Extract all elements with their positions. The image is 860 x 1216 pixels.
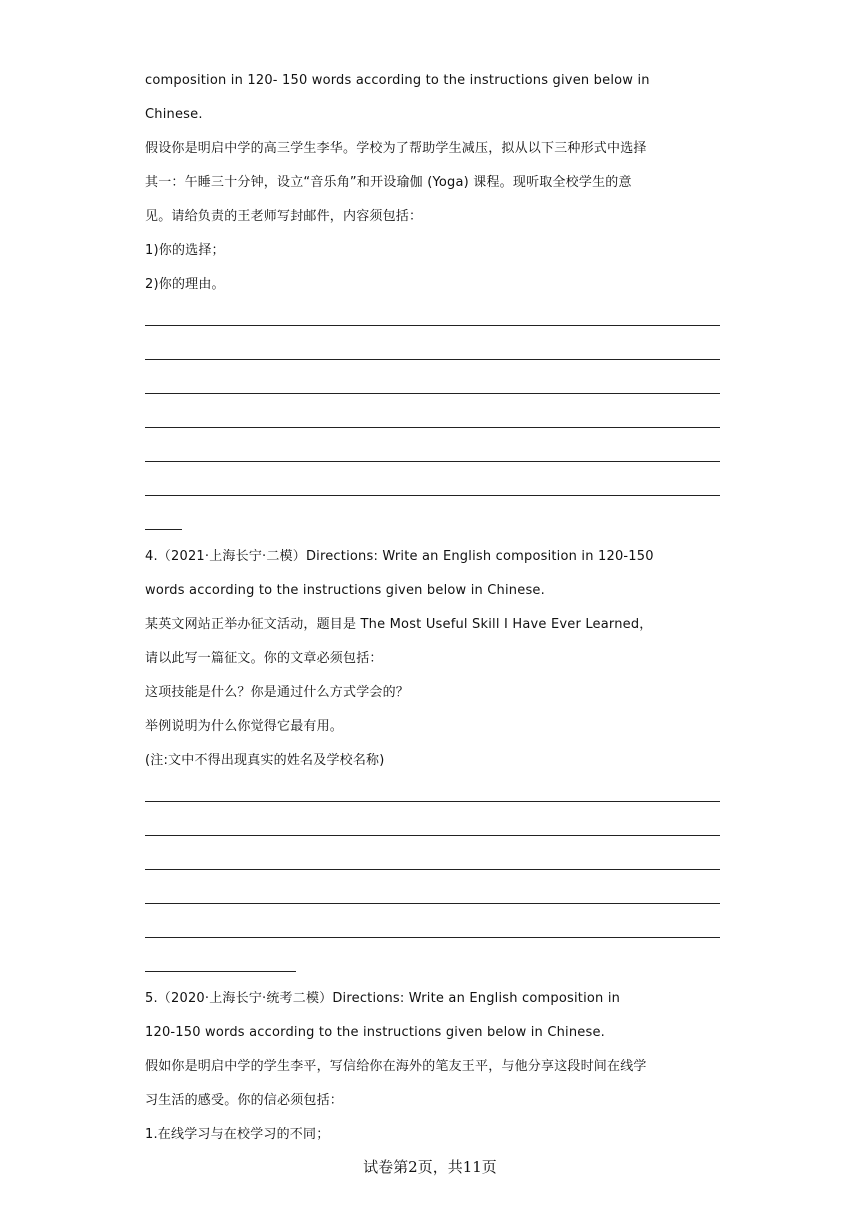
- answer-line: [145, 404, 720, 438]
- answer-line: [145, 846, 720, 880]
- answer-line: [145, 438, 720, 472]
- answer-line: [145, 370, 720, 404]
- text-line: 这项技能是什么？你是通过什么方式学会的？: [145, 685, 410, 700]
- text-line: 2)你的理由。: [145, 277, 225, 292]
- answer-lines-q4: [145, 778, 720, 982]
- text-line: 1.在线学习与在校学习的不同；: [145, 1127, 330, 1142]
- text-line: Chinese.: [145, 107, 203, 122]
- text-line: 见。请给负责的王老师写封邮件，内容须包括：: [145, 209, 423, 224]
- text-line: 假如你是明启中学的学生李平，写信给你在海外的笔友王平，与他分享这段时间在线学: [145, 1059, 647, 1074]
- question-5: [145, 982, 720, 1152]
- question-3-continuation: [145, 64, 720, 302]
- text-line: words according to the instructions given below in Chinese.: [145, 583, 545, 598]
- answer-line: [145, 302, 720, 336]
- answer-line: [145, 336, 720, 370]
- text-line: 其一：午睡三十分钟，设立“音乐角”和开设瑜伽 (Yoga) 课程。现听取全校学生的意: [145, 175, 632, 190]
- answer-line: [145, 880, 720, 914]
- text-line: 120-150 words according to the instructions given below in Chinese.: [145, 1025, 605, 1040]
- text-line: 请以此写一篇征文。你的文章必须包括：: [145, 651, 383, 666]
- text-line: composition in 120- 150 words according to the instructions given below in: [145, 73, 650, 88]
- answer-line: [145, 914, 720, 948]
- answer-line-short: [145, 948, 720, 982]
- answer-line-short: [145, 506, 720, 540]
- text-line: (注:文中不得出现真实的姓名及学校名称): [145, 753, 385, 768]
- text-line: 假设你是明启中学的高三学生李华。学校为了帮助学生减压，拟从以下三种形式中选择: [145, 141, 647, 156]
- text-line: 1)你的选择；: [145, 243, 225, 258]
- answer-line: [145, 472, 720, 506]
- page-footer: 试卷第2页，共11页: [363, 1158, 497, 1176]
- question-5-heading: 5.（2020·上海长宁·统考二模）Directions: Write an English composition in: [145, 991, 621, 1006]
- answer-lines-q3: [145, 302, 720, 540]
- answer-line: [145, 778, 720, 812]
- question-4: [145, 540, 720, 778]
- answer-line: [145, 812, 720, 846]
- text-line: 某英文网站正举办征文活动，题目是 The Most Useful Skill I Have Ever Learned，: [145, 617, 653, 632]
- page-content: [145, 64, 720, 1152]
- text-line: 举例说明为什么你觉得它最有用。: [145, 719, 344, 734]
- text-line: 习生活的感受。你的信必须包括：: [145, 1093, 344, 1108]
- question-4-heading: 4.（2021·上海长宁·二模）Directions: Write an English composition in 120-150: [145, 549, 654, 564]
